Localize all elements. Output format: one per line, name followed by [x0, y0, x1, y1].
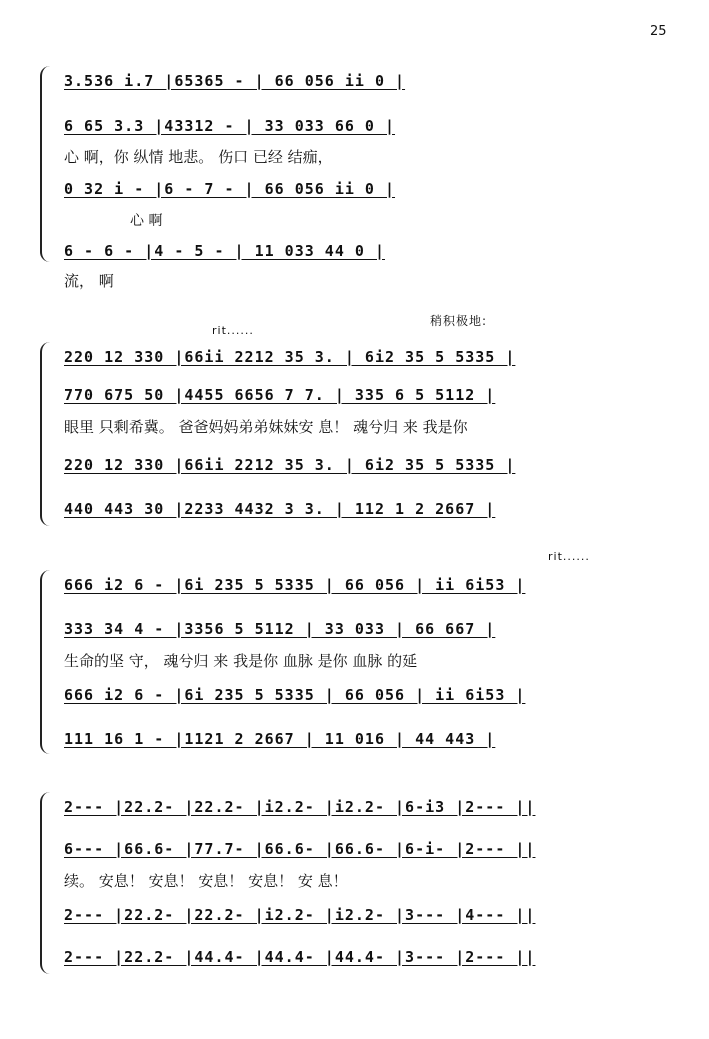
- system-brace: [40, 792, 50, 974]
- staff-line-3: 2--- |22.2- |22.2- |i2.2- |i2.2- |3--- |4--- ||: [64, 906, 536, 924]
- staff-line-3: 220 12 330 |66ii 2212 35 3. | 6i2 35 5 5335 |: [64, 456, 516, 474]
- tempo-marking: 稍积极地:: [430, 314, 488, 328]
- staff-line-3: 0 32 i - |6 - 7 - | 66 056 ii 0 |: [64, 180, 396, 198]
- staff-line-2: 6 65 3.3 |43312 - | 33 033 66 0 |: [64, 117, 396, 135]
- score-system-2: [42, 338, 672, 528]
- staff-line-1: 2--- |22.2- |22.2- |i2.2- |i2.2- |6-i3 |2--- ||: [64, 798, 536, 816]
- staff-line-3: 666 i2 6 - |6i 235 5 5335 | 66 056 | ii 6i53 |: [64, 686, 526, 704]
- staff-line-4: 2--- |22.2- |44.4- |44.4- |44.4- |3--- |2--- ||: [64, 948, 536, 966]
- score-system-3: [42, 566, 672, 756]
- rit-marking: rit......: [548, 550, 590, 563]
- system-brace: [40, 342, 50, 526]
- staff-line-4: 6 - 6 - |4 - 5 - | 11 033 44 0 |: [64, 242, 385, 260]
- score-system-1: [42, 62, 672, 290]
- lyric-line: 眼里 只剩希冀。 爸爸妈妈弟弟妹妹安 息！ 魂兮归 来 我是你: [64, 418, 468, 436]
- staff-line-1: 666 i2 6 - |6i 235 5 5335 | 66 056 | ii 6i53 |: [64, 576, 526, 594]
- staff-line-1: 220 12 330 |66ii 2212 35 3. | 6i2 35 5 5335 |: [64, 348, 516, 366]
- staff-line-1: 3.536 i.7 |65365 - | 66 056 ii 0 |: [64, 72, 406, 90]
- system-brace: [40, 570, 50, 754]
- system-brace: [40, 66, 50, 262]
- lyric-line: 流， 啊: [64, 272, 114, 290]
- lyric-line: 续。 安息！ 安息！ 安息！ 安息！ 安 息！: [64, 872, 348, 890]
- rit-marking: rit......: [212, 324, 254, 337]
- lyric-line: 心 啊，你 纵情 地悲。 伤口 已经 结痂，: [64, 148, 333, 166]
- staff-line-2: 770 675 50 |4455 6656 7 7. | 335 6 5 5112 |: [64, 386, 496, 404]
- score-system-4: [42, 788, 672, 978]
- lyric-line: 心 啊: [130, 213, 163, 229]
- staff-line-4: 111 16 1 - |1121 2 2667 | 11 016 | 44 443 |: [64, 730, 496, 748]
- staff-line-4: 440 443 30 |2233 4432 3 3. | 112 1 2 2667 |: [64, 500, 496, 518]
- staff-line-2: 6--- |66.6- |77.7- |66.6- |66.6- |6-i- |2--- ||: [64, 840, 536, 858]
- page-number: 25: [650, 24, 667, 39]
- lyric-line: 生命的坚 守， 魂兮归 来 我是你 血脉 是你 血脉 的延: [64, 652, 418, 670]
- staff-line-2: 333 34 4 - |3356 5 5112 | 33 033 | 66 667 |: [64, 620, 496, 638]
